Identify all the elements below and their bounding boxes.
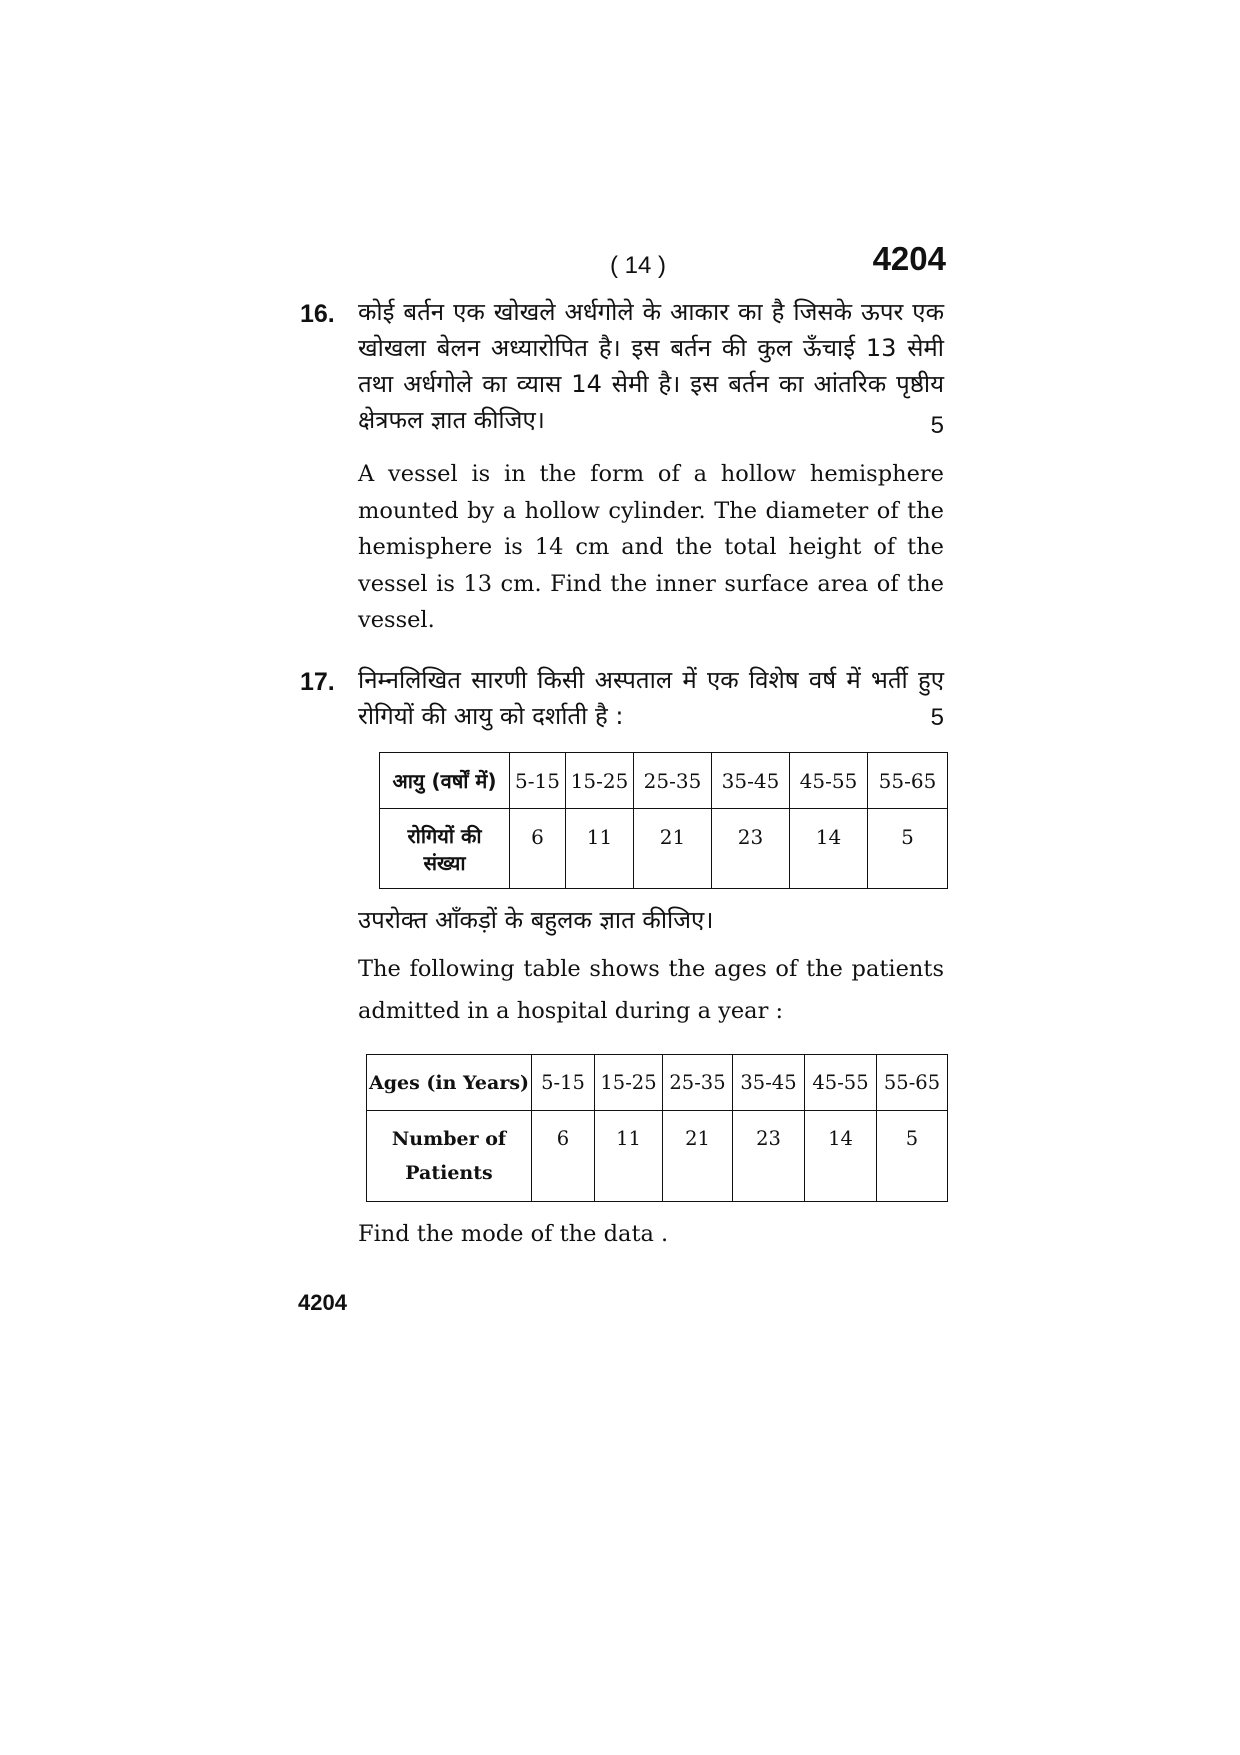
question-16-english: A vessel is in the form of a hollow hemisphere mounted by a hollow cylinder. The diameter of the hemisphere is 14 cm and the total height of the vessel is 13 cm. Find the inner surface area of the vessel. <box>358 461 944 633</box>
question-17-english-prompt: Find the mode of the data . <box>358 1221 669 1247</box>
paper-code-bottom: 4204 <box>298 1290 347 1315</box>
table-cell: 21 <box>663 1111 733 1202</box>
table-cell: 6 <box>532 1111 595 1202</box>
table-row <box>367 1111 948 1202</box>
hindi-data-table <box>379 752 948 889</box>
question-16-marks: 5 <box>930 412 944 439</box>
table-row-header-age: आयु (वर्षों में) <box>380 753 510 809</box>
table-row-header-patients: रोगियों की संख्या <box>380 809 510 889</box>
question-17-hindi-prompt: उपरोक्त आँकड़ों के बहुलक ज्ञात कीजिए। <box>358 906 714 934</box>
table-row <box>367 1055 948 1111</box>
table-cell: 25-35 <box>634 753 712 809</box>
table-cell: 11 <box>595 1111 663 1202</box>
table-row-header-number-of-patients: Number of Patients <box>367 1111 532 1202</box>
table-cell: 23 <box>733 1111 805 1202</box>
table-cell: 55-65 <box>877 1055 948 1111</box>
question-17-hindi: निम्नलिखित सारणी किसी अस्पताल में एक विशेष वर्ष में भर्ती हुए रोगियों की आयु को दर्शाती है : <box>358 666 944 730</box>
table-cell: 5-15 <box>510 753 566 809</box>
table-cell: 5 <box>868 809 948 889</box>
table-cell: 5-15 <box>532 1055 595 1111</box>
table-cell: 11 <box>566 809 634 889</box>
question-17-english: The following table shows the ages of the patients admitted in a hospital during a year : <box>358 956 944 1024</box>
table-row <box>380 753 948 809</box>
table-cell: 35-45 <box>712 753 790 809</box>
table-row-header-ages: Ages (in Years) <box>367 1055 532 1111</box>
table-cell: 35-45 <box>733 1055 805 1111</box>
table-cell: 15-25 <box>595 1055 663 1111</box>
table-row <box>380 809 948 889</box>
table-cell: 21 <box>634 809 712 889</box>
english-data-table <box>366 1054 948 1202</box>
question-16-hindi: कोई बर्तन एक खोखले अर्धगोले के आकार का है जिसके ऊपर एक खोखला बेलन अध्यारोपित है। इस बर्तन की कुल ऊँचाई 13 सेमी तथा अर्धगोले का व्यास 14 सेमी है। इस बर्तन का आंतरिक पृष्ठीय क्षेत्रफल ज्ञात कीजिए। <box>358 298 944 434</box>
paper-code-top: 4204 <box>872 240 946 277</box>
table-cell: 14 <box>805 1111 877 1202</box>
table-cell: 25-35 <box>663 1055 733 1111</box>
table-cell: 5 <box>877 1111 948 1202</box>
question-16-number: 16. <box>300 300 335 328</box>
table-cell: 55-65 <box>868 753 948 809</box>
table-cell: 23 <box>712 809 790 889</box>
table-cell: 15-25 <box>566 753 634 809</box>
table-cell: 45-55 <box>790 753 868 809</box>
question-17-marks: 5 <box>930 704 944 731</box>
table-cell: 6 <box>510 809 566 889</box>
table-cell: 14 <box>790 809 868 889</box>
page-number: ( 14 ) <box>609 252 666 279</box>
question-17-number: 17. <box>300 668 335 696</box>
table-cell: 45-55 <box>805 1055 877 1111</box>
